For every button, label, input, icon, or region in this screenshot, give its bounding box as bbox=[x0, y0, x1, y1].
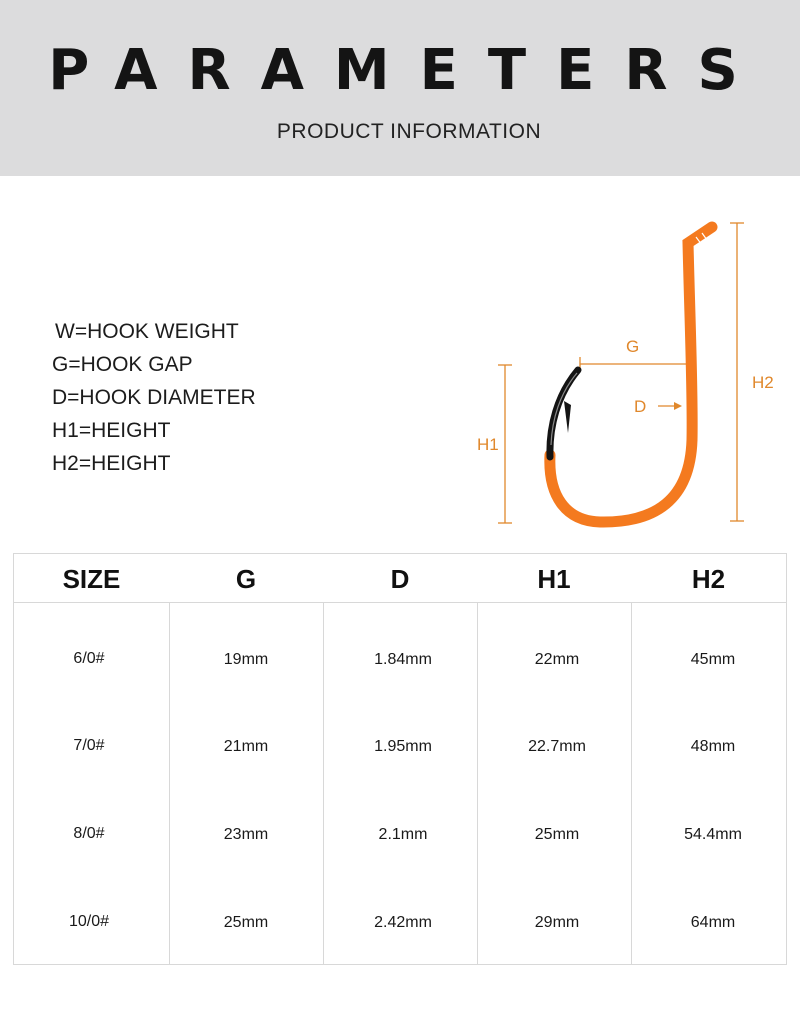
column-header-size: SIZE bbox=[62, 564, 121, 594]
cell-g: 25mm bbox=[223, 914, 269, 931]
cell-h2: 64mm bbox=[690, 914, 736, 931]
cell-d: 1.84mm bbox=[374, 651, 432, 668]
legend-item-height-2: H2=HEIGHT bbox=[52, 452, 171, 475]
cell-h1: 22mm bbox=[534, 651, 580, 668]
cell-g: 23mm bbox=[223, 826, 269, 843]
label-g: G bbox=[626, 337, 640, 356]
cell-h1: 25mm bbox=[534, 826, 580, 843]
table-header bbox=[14, 554, 786, 603]
legend-item-weight: W=HOOK WEIGHT bbox=[55, 320, 239, 343]
page-subtitle: PRODUCT INFORMATION bbox=[276, 120, 542, 143]
d-arrow bbox=[658, 402, 682, 410]
h2-dimension-line bbox=[730, 223, 744, 521]
column-header-d: D bbox=[390, 564, 410, 594]
hook-point bbox=[550, 370, 578, 457]
cell-d: 2.42mm bbox=[374, 914, 432, 931]
cell-d: 2.1mm bbox=[378, 826, 428, 843]
cell-g: 21mm bbox=[223, 738, 269, 755]
cell-d: 1.95mm bbox=[374, 738, 432, 755]
hook-illustration bbox=[460, 205, 800, 545]
cell-size: 7/0# bbox=[73, 737, 105, 754]
page-title: PARAMETERS bbox=[48, 38, 768, 103]
column-header-h2: H2 bbox=[691, 564, 726, 594]
label-h1: H1 bbox=[477, 435, 499, 454]
hook-diagram bbox=[460, 205, 800, 545]
cell-h2: 48mm bbox=[690, 738, 736, 755]
hook-barb bbox=[564, 401, 571, 433]
cell-h2: 45mm bbox=[690, 651, 736, 668]
header-banner bbox=[0, 0, 800, 176]
cell-size: 6/0# bbox=[73, 650, 105, 667]
cell-size: 8/0# bbox=[73, 825, 105, 842]
cell-h1: 22.7mm bbox=[528, 738, 586, 755]
legend-item-gap: G=HOOK GAP bbox=[52, 353, 193, 376]
g-dimension-line bbox=[580, 357, 687, 371]
column-header-g: G bbox=[235, 564, 257, 594]
spec-table bbox=[13, 553, 787, 965]
h1-dimension-line bbox=[498, 365, 512, 523]
parameter-legend bbox=[52, 318, 256, 483]
cell-g: 19mm bbox=[223, 651, 269, 668]
legend-item-height-1: H1=HEIGHT bbox=[52, 419, 171, 442]
label-d: D bbox=[634, 397, 647, 416]
cell-size: 10/0# bbox=[68, 913, 110, 930]
label-h2: H2 bbox=[752, 373, 774, 392]
legend-item-diameter: D=HOOK DIAMETER bbox=[52, 386, 256, 409]
cell-h2: 54.4mm bbox=[684, 826, 742, 843]
column-header-h1: H1 bbox=[537, 564, 571, 594]
cell-h1: 29mm bbox=[534, 914, 580, 931]
